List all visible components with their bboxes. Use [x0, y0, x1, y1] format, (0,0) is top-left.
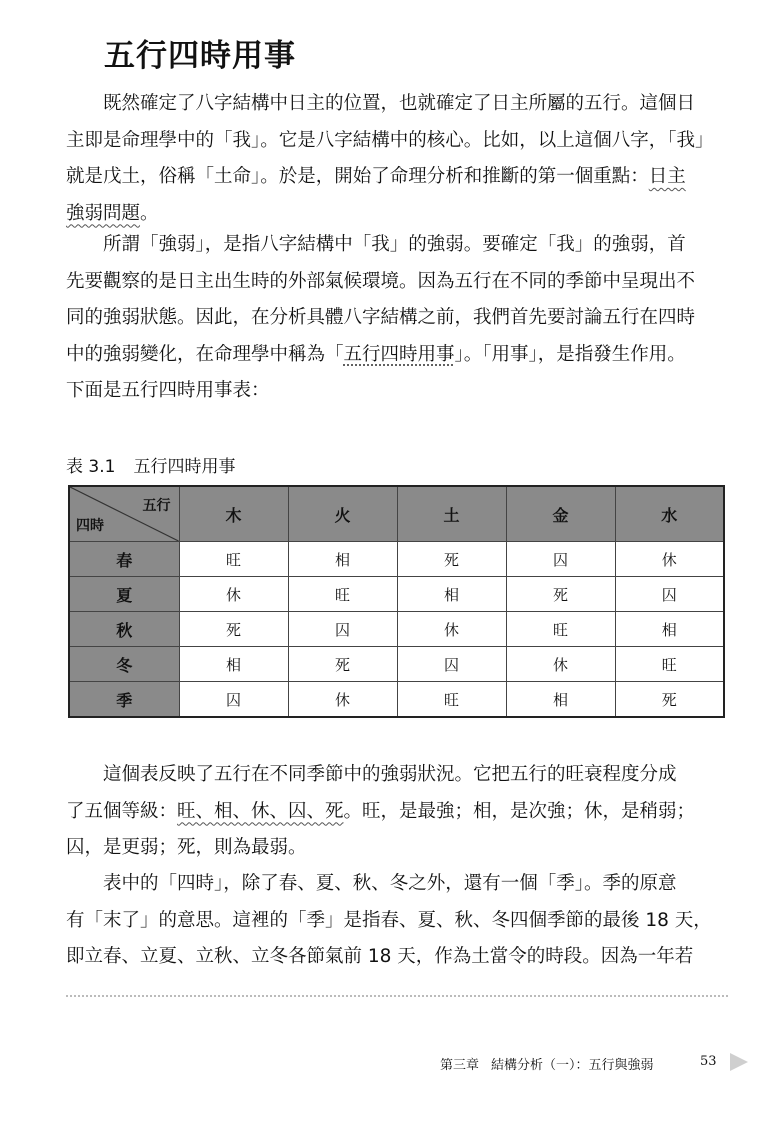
table-cell: 囚 — [506, 542, 615, 577]
table-corner-cell — [69, 486, 179, 542]
table-cell: 旺 — [397, 682, 506, 718]
text-segment: 了五個等級： — [66, 800, 178, 822]
emphasis-text: 強弱問題 — [66, 202, 141, 224]
text-segment: 中的強弱變化，在命理學中稱為「 — [66, 343, 344, 365]
footer-chapter: 第三章 — [440, 1058, 480, 1073]
emphasis-text: 五行四時用事 — [343, 343, 455, 365]
table-cell: 死 — [397, 542, 506, 577]
table-cell: 相 — [179, 647, 288, 682]
text-line: 即立春、立夏、立秋、立冬各節氣前 18 天，作為土當令的時段。因為一年若 — [66, 946, 694, 967]
table-cell: 囚 — [397, 647, 506, 682]
text-line: 下面是五行四時用事表： — [66, 380, 270, 401]
table-cell: 旺 — [506, 612, 615, 647]
text-line: 表中的「四時」，除了春、夏、秋、冬之外，還有一個「季」。季的原意 — [103, 873, 677, 894]
table-cell: 旺 — [288, 577, 397, 612]
corner-label-bottom: 四時 — [76, 518, 104, 534]
table-cell: 休 — [397, 612, 506, 647]
table-row — [69, 577, 724, 612]
page-divider — [66, 995, 728, 997]
emphasis-text: 日主 — [648, 166, 686, 187]
table-cell: 休 — [506, 647, 615, 682]
corner-label-top: 五行 — [142, 498, 171, 514]
table-caption — [66, 452, 235, 477]
column-header: 金 — [506, 486, 615, 542]
text-line: 既然確定了八字結構中日主的位置，也就確定了日主所屬的五行。這個日 — [103, 93, 696, 114]
table-cell: 死 — [288, 647, 397, 682]
text-line: 先要觀察的是日主出生時的外部氣候環境。因為五行在不同的季節中呈現出不 — [66, 270, 696, 292]
page-title: 五行四時用事 — [104, 38, 296, 74]
page-arrow-icon — [730, 1053, 748, 1071]
text-line: 有「末了」的意思。這裡的「季」是指春、夏、秋、冬四個季節的最後 18 天， — [66, 909, 712, 931]
emphasis-text: 旺、相、休、囚、死 — [177, 800, 344, 822]
table-cell: 死 — [506, 577, 615, 612]
table-cell: 相 — [288, 542, 397, 577]
table-cell: 旺 — [615, 647, 724, 682]
table-row — [69, 612, 724, 647]
paragraph-2 — [66, 227, 728, 410]
table-cell: 旺 — [179, 542, 288, 577]
text-line: 主即是命理學中的「我」。它是八字結構中的核心。比如，以上這個八字，「我」 — [66, 129, 714, 151]
table-cell: 死 — [179, 612, 288, 647]
column-header: 土 — [397, 486, 506, 542]
text-line — [66, 159, 728, 196]
table-cell: 相 — [615, 612, 724, 647]
page-number: 53 — [700, 1054, 717, 1069]
column-header: 火 — [288, 486, 397, 542]
row-header: 冬 — [69, 647, 179, 682]
footer-section: 結構分析（一）：五行與強弱 — [491, 1058, 654, 1073]
table-cell: 死 — [615, 682, 724, 718]
paragraph-3 — [66, 757, 728, 867]
table-caption-title: 五行四時用事 — [133, 457, 236, 477]
column-header: 水 — [615, 486, 724, 542]
table-number: 表 3.1 — [66, 457, 116, 477]
table-row — [69, 647, 724, 682]
table-cell: 休 — [615, 542, 724, 577]
text-segment: 就是戊土，俗稱「土命」。於是，開始了命理分析和推斷的第一個重點： — [66, 166, 649, 187]
table-cell: 囚 — [615, 577, 724, 612]
paragraph-1 — [66, 86, 728, 232]
table-header-row — [69, 486, 724, 542]
row-header: 秋 — [69, 612, 179, 647]
text-line — [66, 337, 728, 374]
text-line: 所謂「強弱」，是指八字結構中「我」的強弱。要確定「我」的強弱，首 — [103, 234, 686, 255]
text-segment: 。旺，是最強；相，是次強；休，是稍弱； — [343, 800, 696, 822]
table-cell: 囚 — [179, 682, 288, 718]
table-cell: 相 — [506, 682, 615, 718]
table-cell: 休 — [288, 682, 397, 718]
page-footer — [440, 1054, 717, 1073]
text-line: 同的強弱狀態。因此，在分析具體八字結構之前，我們首先要討論五行在四時 — [66, 307, 696, 328]
text-segment: 」。「用事」，是指發生作用。 — [454, 343, 686, 365]
column-header: 木 — [179, 486, 288, 542]
wuxing-table — [68, 485, 725, 718]
table-cell: 相 — [397, 577, 506, 612]
text-line: 這個表反映了五行在不同季節中的強弱狀況。它把五行的旺衰程度分成 — [103, 764, 677, 785]
table-cell: 休 — [179, 577, 288, 612]
row-header: 夏 — [69, 577, 179, 612]
row-header: 春 — [69, 542, 179, 577]
row-header: 季 — [69, 682, 179, 718]
text-line — [66, 794, 728, 831]
table-row — [69, 682, 724, 718]
text-segment: 。 — [140, 202, 159, 224]
table-cell: 囚 — [288, 612, 397, 647]
paragraph-4 — [66, 866, 728, 976]
table-row — [69, 542, 724, 577]
text-line: 囚，是更弱；死，則為最弱。 — [66, 837, 307, 858]
